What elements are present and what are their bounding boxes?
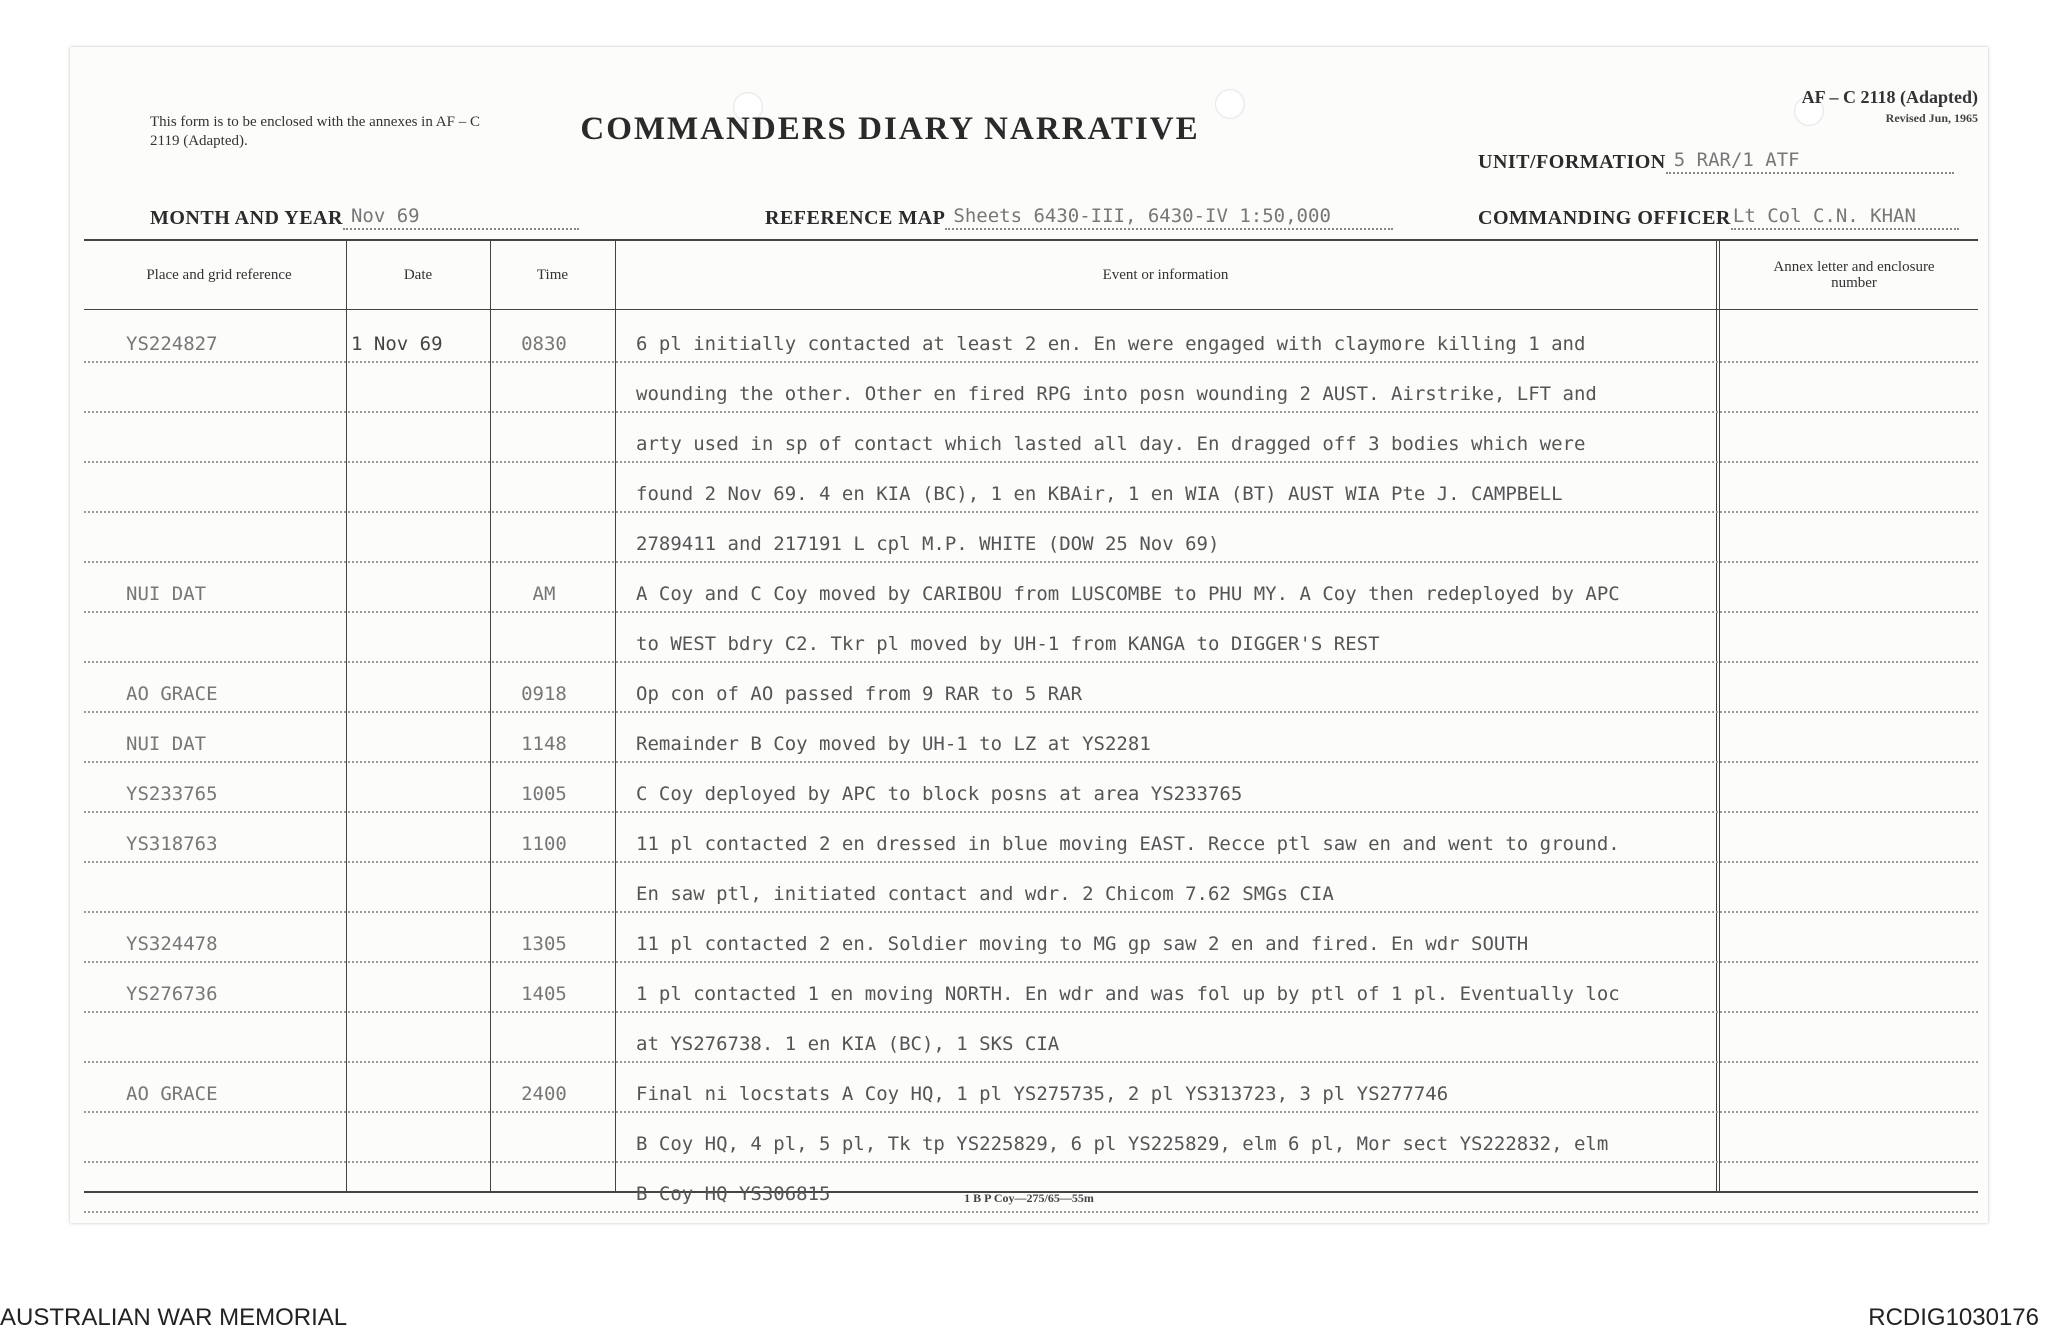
header-event: Event or information	[1102, 267, 1229, 283]
time-cell: 0918	[521, 683, 567, 705]
table-row	[84, 961, 1978, 1013]
table-row	[84, 461, 1978, 513]
table-row	[84, 1011, 1978, 1063]
time-cell: AM	[532, 583, 556, 605]
event-cell: wounding the other. Other en fired RPG into posn wounding 2 AUST. Airstrike, LFT and	[636, 383, 1597, 405]
place-cell: YS318763	[126, 833, 218, 855]
table-row	[84, 311, 1978, 363]
event-cell: found 2 Nov 69. 4 en KIA (BC), 1 en KBAir, 1 en WIA (BT) AUST WIA Pte J. CAMPBELL	[636, 483, 1563, 505]
event-cell: A Coy and C Coy moved by CARIBOU from LUSCOMBE to PHU MY. A Coy then redeployed by APC	[636, 583, 1620, 605]
event-cell: C Coy deployed by APC to block posns at area YS233765	[636, 783, 1243, 805]
printer-imprint: 1 B P Coy—275/65—55m	[964, 1191, 1094, 1205]
form-number: AF – C 2118 (Adapted)	[1801, 87, 1978, 107]
event-cell: at YS276738. 1 en KIA (BC), 1 SKS CIA	[636, 1033, 1060, 1055]
header-place: Place and grid reference	[146, 267, 292, 283]
table-row	[84, 561, 1978, 613]
time-cell: 1148	[521, 733, 567, 755]
table-row	[84, 411, 1978, 463]
month-year-value: Nov 69	[343, 204, 579, 230]
archive-name: AUSTRALIAN WAR MEMORIAL	[0, 1304, 348, 1331]
event-cell: to WEST bdry C2. Tkr pl moved by UH-1 from KANGA to DIGGER'S REST	[636, 633, 1380, 655]
time-cell: 1100	[521, 833, 567, 855]
table-row	[84, 711, 1978, 763]
reference-map-value: Sheets 6430-III, 6430-IV 1:50,000	[945, 204, 1393, 230]
event-cell: B Coy HQ YS306815	[636, 1183, 831, 1205]
place-cell: AO GRACE	[126, 1083, 218, 1105]
event-cell: B Coy HQ, 4 pl, 5 pl, Tk tp YS225829, 6 pl YS225829, elm 6 pl, Mor sect YS222832, elm	[636, 1133, 1609, 1155]
date-cell: 1 Nov 69	[351, 333, 443, 355]
header-date: Date	[403, 267, 433, 283]
event-cell: 11 pl contacted 2 en dressed in blue moving EAST. Recce ptl saw en and went to ground.	[636, 833, 1620, 855]
commanding-officer-label: COMMANDING OFFICER	[1478, 207, 1731, 229]
header-rule	[84, 309, 1978, 310]
time-cell: 1005	[521, 783, 567, 805]
event-cell: 11 pl contacted 2 en. Soldier moving to MG gp saw 2 en and fired. En wdr SOUTH	[636, 933, 1529, 955]
table-row	[84, 511, 1978, 563]
reference-map-label: REFERENCE MAP	[765, 207, 946, 229]
month-year-field	[150, 204, 579, 230]
commanding-officer-field	[1478, 204, 1959, 230]
month-year-label: MONTH AND YEAR	[150, 207, 343, 229]
place-cell: YS224827	[126, 333, 218, 355]
diary-sheet	[70, 47, 1988, 1223]
form-revision: Revised Jun, 1965	[1885, 111, 1978, 125]
place-cell: YS324478	[126, 933, 218, 955]
table-row	[84, 811, 1978, 863]
event-cell: 2789411 and 217191 L cpl M.P. WHITE (DOW 25 Nov 69)	[636, 533, 1220, 555]
archive-reference: RCDIG1030176	[1868, 1304, 2039, 1331]
event-cell: Remainder B Coy moved by UH-1 to LZ at YS2281	[636, 733, 1151, 755]
header-annex: Annex letter and enclosure number	[1773, 259, 1935, 291]
event-cell: En saw ptl, initiated contact and wdr. 2 Chicom 7.62 SMGs CIA	[636, 883, 1334, 905]
table-row	[84, 1061, 1978, 1113]
table-row	[84, 761, 1978, 813]
event-cell: 6 pl initially contacted at least 2 en. En were engaged with claymore killing 1 and	[636, 333, 1586, 355]
place-cell: AO GRACE	[126, 683, 218, 705]
event-cell: 1 pl contacted 1 en moving NORTH. En wdr and was fol up by ptl of 1 pl. Eventually loc	[636, 983, 1620, 1005]
table-row	[84, 911, 1978, 963]
header-time: Time	[536, 267, 569, 283]
enclosure-note: This form is to be enclosed with the annexes in AF – C 2119 (Adapted).	[150, 114, 480, 149]
place-cell: YS233765	[126, 783, 218, 805]
place-cell: YS276736	[126, 983, 218, 1005]
time-cell: 0830	[521, 333, 567, 355]
unit-formation-label: UNIT/FORMATION	[1478, 151, 1666, 173]
table-row	[84, 361, 1978, 413]
form-title: COMMANDERS DIARY NARRATIVE	[580, 111, 1200, 147]
reference-map-field	[765, 204, 1393, 230]
table-row	[84, 661, 1978, 713]
place-cell: NUI DAT	[126, 733, 207, 755]
unit-formation-value: 5 RAR/1 ATF	[1666, 148, 1954, 174]
event-cell: Op con of AO passed from 9 RAR to 5 RAR	[636, 683, 1083, 705]
commanding-officer-value: Lt Col C.N. KHAN	[1731, 204, 1959, 230]
unit-formation-field	[1478, 148, 1954, 174]
punch-hole-center	[1215, 89, 1245, 119]
time-cell: 1405	[521, 983, 567, 1005]
table-row	[84, 861, 1978, 913]
place-cell: NUI DAT	[126, 583, 207, 605]
table-row	[84, 611, 1978, 663]
event-cell: arty used in sp of contact which lasted all day. En dragged off 3 bodies which were	[636, 433, 1586, 455]
time-cell: 1305	[521, 933, 567, 955]
time-cell: 2400	[521, 1083, 567, 1105]
event-cell: Final ni locstats A Coy HQ, 1 pl YS275735, 2 pl YS313723, 3 pl YS277746	[636, 1083, 1449, 1105]
table-row	[84, 1111, 1978, 1163]
